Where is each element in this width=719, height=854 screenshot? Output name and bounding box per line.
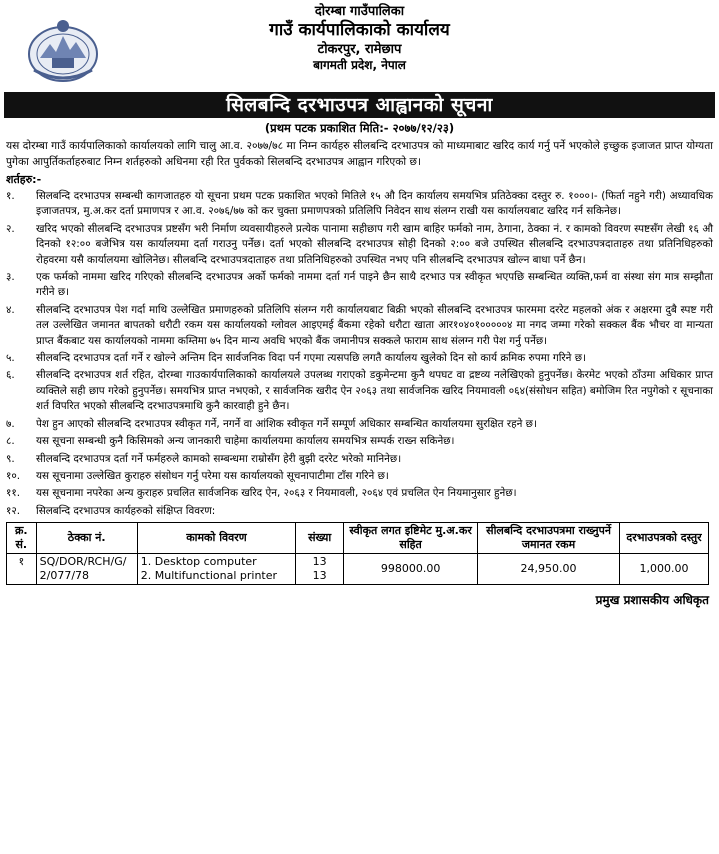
condition-number: ५.: [6, 352, 15, 365]
condition-item: [6, 469, 713, 484]
cell-bid-security: 24,950.00: [478, 554, 620, 585]
notice-banner-title: सिलबन्दि दरभाउपत्र आह्वानको सूचना: [4, 92, 715, 118]
signature-title: प्रमुख प्रशासकीय अधिकृत: [595, 593, 709, 608]
municipality-name: दोरम्बा गाउँपालिका: [314, 4, 405, 19]
item-multifunctional-printer: 2. Multifunctional printer: [140, 569, 278, 583]
condition-number: १०.: [6, 469, 21, 482]
condition-text: सिलबन्दि दरभाउपत्र कार्यहरुको संक्षिप्त विवरण:: [36, 504, 216, 517]
condition-text: सिलबन्दि दरभाउपत्र सम्बन्धी कागजातहरु यो सूचना प्रथम पटक प्रकाशित भएको मितिले १५ औ दिन कार्यालय समयभित्र प्रतिठेक्का दस्तुर रु. १०००।- (फिर्ता नहुने गरी) अध्यावधिक इजाजतपत्र, मु.अ.कर दर्ता प्रमाणपत्र र आ.व. २०७६/७७ को कर चुक्ता प्रमाणपत्रको प्रतिलिपि निवेदन साथ संलग्न राखी यस कार्यालयबाट खरिद गर्न सकिनेछ।: [36, 190, 713, 218]
government-emblem-icon: [26, 14, 100, 84]
table-header-row: [7, 523, 709, 554]
condition-text: यस सूचनामा उल्लेखित कुराहरु संसोधन गर्नु परेमा यस कार्यालयको सूचनापाटीमा टाँस गरिने छ।: [36, 469, 389, 482]
header-contract-no: ठेक्का नं.: [36, 523, 137, 554]
condition-text: पेश हुन आएको सीलबन्दि दरभाउपत्र स्वीकृत गर्ने, नगर्ने वा आंशिक स्वीकृत गर्ने सम्पूर्ण अधिकार सम्बन्धित कार्यालयमा सुरक्षित रहने छ।: [36, 417, 537, 430]
cell-quantity: [296, 554, 344, 585]
condition-number: ७.: [6, 417, 15, 430]
header-estimate: स्वीकृत लगत इष्टिमेट मु.अ.कर सहित: [344, 523, 478, 554]
cell-description: [137, 554, 295, 585]
condition-text: एक फर्मको नाममा खरिद गरिएको सीलबन्दि दरभाउपत्र अर्को फर्मको नाममा दर्ता गर्न पाइने छैन साथै दरभाउ पत्र स्वीकृत भएपछि सम्बन्धित व्यक्ति,फर्म वा संस्था संग मात्र सम्झौता गरीने छ।: [36, 271, 713, 299]
cell-fee: 1,000.00: [620, 554, 709, 585]
condition-item: [6, 351, 713, 366]
office-name: गाउँ कार्यपालिकाको कार्यालय: [269, 20, 450, 41]
qty-desktop: 13: [312, 555, 327, 569]
address-line-1: टोकरपुर, रामेछाप: [317, 41, 402, 57]
condition-item: [6, 504, 713, 519]
condition-number: ८.: [6, 435, 15, 448]
condition-number: १२.: [6, 504, 21, 517]
condition-text: सीलबन्दि दरभाउपत्र दर्ता गर्ने र खोल्ने अन्तिम दिन सार्वजनिक विदा पर्न गएमा त्यसपछि लगतै कार्यालय खुलेको दिन सो कार्य क्रमिक रुपमा गरिने छ।: [36, 352, 586, 365]
condition-text: यस सूचना सम्बन्धी कुनै किसिमको अन्य जानकारी चाहेमा कार्यालयमा कार्यालय समयभित्र सम्पर्क राख्न सकिनेछ।: [36, 435, 455, 448]
table-row: [7, 554, 709, 585]
condition-item: [6, 368, 713, 414]
cell-contract-no: SQ/DOR/RCH/G/2/077/78: [36, 554, 137, 585]
qty-printer: 13: [312, 569, 327, 583]
header-bid-security: सीलबन्दि दरभाउपत्रमा राख्नुपर्ने जमानत रकम: [478, 523, 620, 554]
publish-date: (प्रथम पटक प्रकाशित मिति:- २०७७/१२/२३): [264, 121, 455, 135]
address-line-2: बागमती प्रदेश, नेपाल: [313, 57, 406, 72]
condition-item: [6, 222, 713, 268]
condition-number: ११.: [6, 487, 21, 500]
item-desktop-computer: 1. Desktop computer: [140, 555, 257, 569]
condition-item: [6, 270, 713, 301]
condition-item: [6, 434, 713, 449]
condition-text: खरिद भएको सीलबन्दि दरभाउपत्र प्रष्टसँग भरी निर्माण व्यवसायीहरुले प्रत्येक पानामा सहीछाप गरी खाम बाहिर फर्मको नाम, ठेगाना, ठेक्का नं. र कामको विवरण स्पष्टसँग लेखी १६ औ दिनको १२:०० बजेभित्र यस कार्यालयमा दर्ता गराउनु पर्नेछ। दर्ता भएको सीलबन्दि दरभाउपत्र सोही दिनको २:०० बजे उपस्थित सीलबन्दि दरभाउपत्रदाताहरु तथा प्रतिनिधिहरुको रोहवरमा यसै कार्यालयमा खोलिनेछ। सीलबन्दि दरभाउपत्रदाताहरु तथा प्रतिनिधिहरुको उपस्थित नभए पनि सीलबन्दि दरभाउपत्र खोल्न बाधा पर्ने छैन।: [36, 222, 713, 266]
conditions-heading: शर्तहरु:-: [6, 173, 42, 186]
contract-table: [6, 522, 709, 585]
condition-number: ३.: [6, 271, 15, 284]
condition-number: ९.: [6, 452, 15, 465]
header: [0, 0, 719, 92]
condition-text: सीलबन्दि दरभाउपत्र दर्ता गर्ने फर्महरुले कामको सम्बन्धमा राम्रोसँग हेरी बुझी दररेट भरेको मानिनेछ।: [36, 452, 402, 465]
condition-text: सीलबन्दि दरभाउपत्र पेश गर्दा माथि उल्लेखित प्रमाणहरुको प्रतिलिपि संलग्न गरी कार्यालयबाट बिक्री भएको सीलबन्दि दरभाउपत्र फारममा दररेट महलको अंक र अक्षरमा दुबै स्पष्ट गरी तल उल्लेखित जमानत बापतको धरौटी रकम यस कार्यालयको ग्लोवल आइएमई बैंकमा रहेको धरौटा खाता आर१०४०१०००००४ मा नगद जम्मा गरेको सक्कल बैंक भौचर वा मान्यता प्राप्त बैंकबाट यस कार्यालयको नाममा कम्तिमा ७५ दिन मान्य अवधि भएको बैंक जमानीपत्र सक्कले फाराम साथ संलग्न गरी पेश गर्नु पर्नेछ।: [36, 303, 713, 347]
condition-item: [6, 486, 713, 501]
condition-text: यस सूचनामा नपरेका अन्य कुराहरु प्रचलित सार्वजनिक खरिद ऐन, २०६३ र नियमावली, २०६४ एवं प्रचलित ऐन नियमानुसार हुनेछ।: [36, 487, 517, 500]
condition-item: [6, 303, 713, 349]
header-serial: क्र. सं.: [7, 523, 37, 554]
header-description: कामको विवरण: [137, 523, 295, 554]
condition-number: ६.: [6, 369, 15, 382]
condition-number: ४.: [6, 303, 15, 316]
condition-text: सीलबन्दि दरभाउपत्र शर्त रहित, दोरम्बा गाउकार्यपालिकाको कार्यालयले उपलब्ध गराएको डकुमेन्टमा कुनै थपघट वा द्रष्टव्य नलेखिएको हुनुपर्नेछ। केरमेट भएको ठाँउमा अधिकार प्राप्त व्यक्तिले सही छाप गरेको हुनुपर्नेछ। समयभित्र प्राप्त नभएको, र सार्वजनिक खरीद ऐन २०६३ तथा सार्वजनिक खरिद नियमावली ०६४(संसोधन सहित) बमोजिम रित नपुगेको र सूचनाका शर्त विपरित भएको सीलबन्दि दरभाउपत्रमाथि कुनै कारवाही हुने छैन।: [36, 369, 713, 413]
condition-item: [6, 452, 713, 467]
condition-number: १.: [6, 190, 15, 202]
intro-paragraph: यस दोरम्बा गाउँ कार्यपालिकाको कार्यालयको लागि चालु आ.व. २०७७/७८ मा निम्न कार्यहरु सीलबन्दि दरभाउपत्र को माध्यमाबाट खरिद कार्य गर्नु पर्ने भएकोले इच्छुक इजाजत प्राप्त योग्यता पुगेका आपुर्तिकर्ताहरुबाट निम्न शर्तहरुको अधिनमा रही रित पुर्वकको सिलबन्दि दरभाउपत्र आह्वान गरिएको छ।: [6, 140, 713, 168]
condition-number: २.: [6, 222, 15, 235]
cell-serial: १: [7, 554, 37, 585]
condition-item: [6, 417, 713, 432]
header-quantity: संख्या: [296, 523, 344, 554]
header-fee: दरभाउपत्रको दस्तुर: [620, 523, 709, 554]
condition-item: [6, 189, 713, 220]
cell-estimate: 998000.00: [344, 554, 478, 585]
